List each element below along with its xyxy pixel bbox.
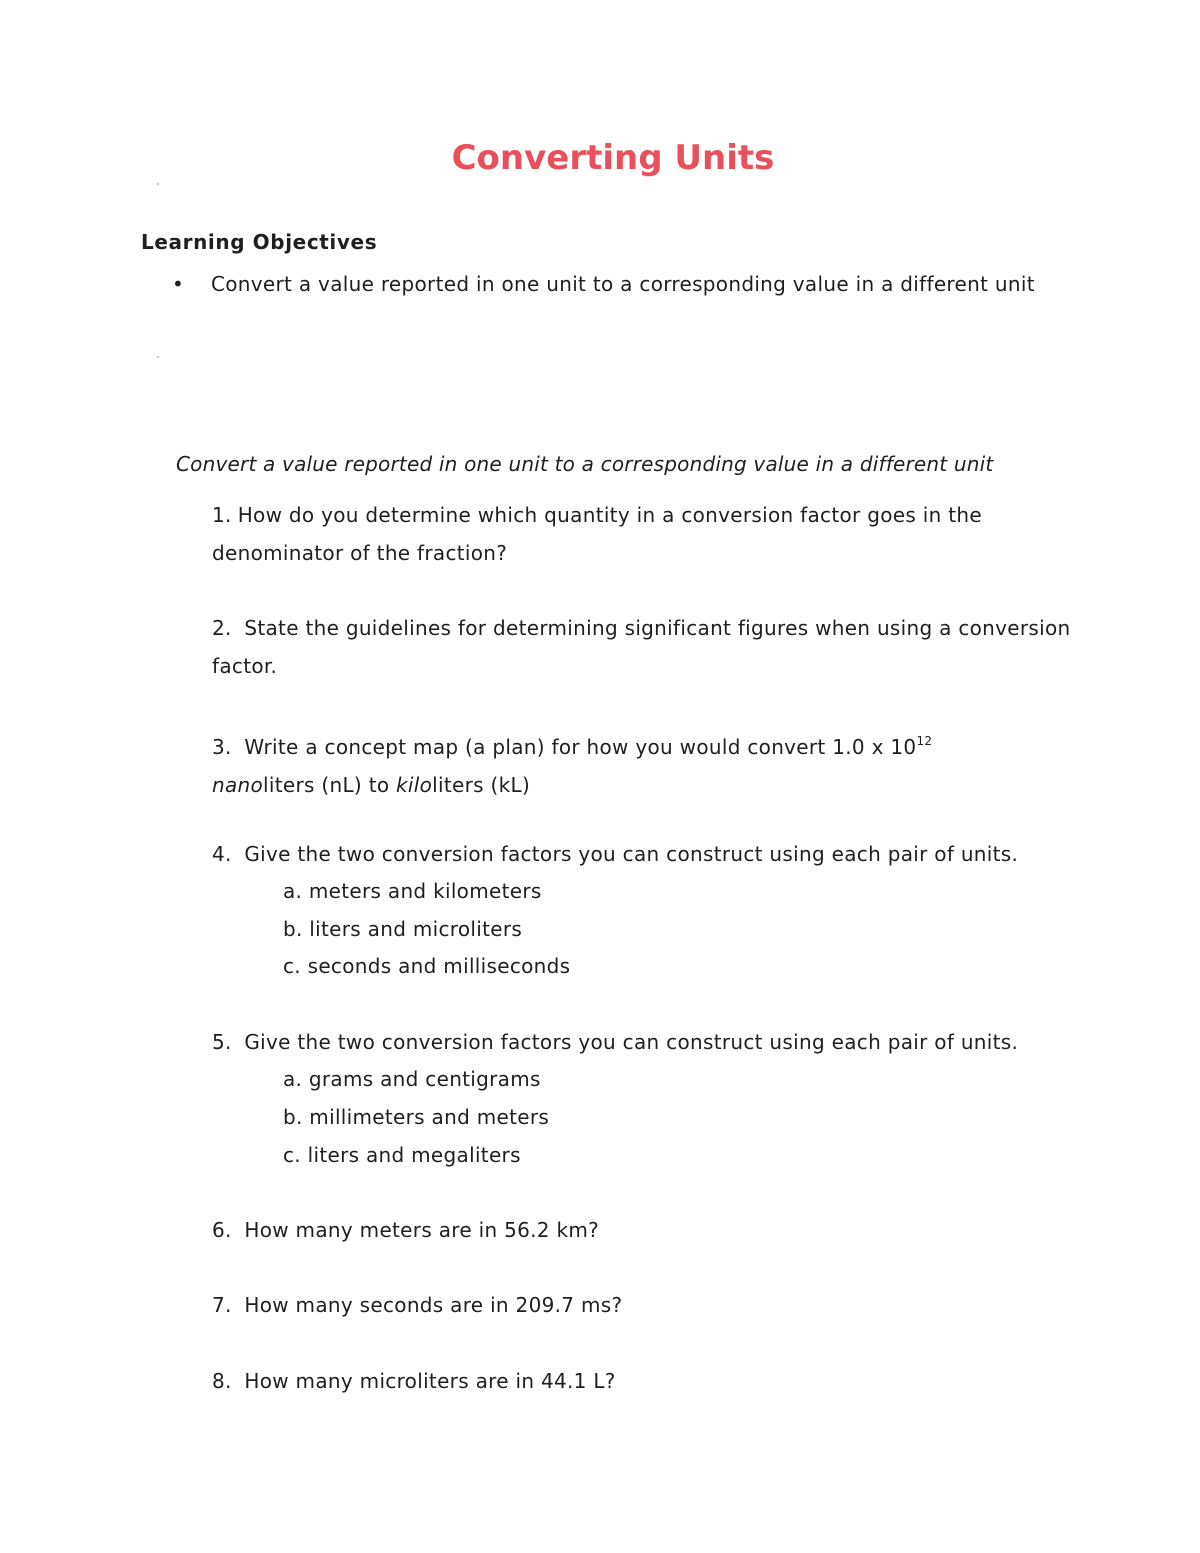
question-text: Give the two conversion factors you can construct using each pair of units. [244, 1030, 1019, 1054]
question-4-part-a: a. meters and kilometers [283, 879, 542, 903]
question-text: How many microliters are in 44.1 L? [244, 1369, 616, 1393]
question-text: How many seconds are in 209.7 ms? [244, 1293, 623, 1317]
question-number: 6. [212, 1218, 232, 1242]
question-5-part-a: a. grams and centigrams [283, 1067, 541, 1091]
objective-text: Convert a value reported in one unit to a corresponding value in a different unit [211, 272, 1035, 296]
question-7 [212, 1287, 1072, 1325]
question-text-part: liters (kL) [432, 772, 531, 797]
question-number: 4. [212, 842, 232, 866]
question-text: How many meters are in 56.2 km? [244, 1218, 600, 1242]
question-4 [212, 836, 1072, 874]
question-6 [212, 1212, 1072, 1250]
question-text: How do you determine which quantity in a conversion factor goes in the denominator of the fraction? [212, 503, 982, 565]
question-2 [212, 610, 1072, 685]
question-4-part-c: c. seconds and milliseconds [283, 954, 571, 978]
question-number: 3. [212, 735, 232, 759]
question-5 [212, 1024, 1072, 1062]
section-subtitle: Convert a value reported in one unit to a corresponding value in a different unit [176, 452, 994, 476]
question-5-part-c: c. liters and megaliters [283, 1143, 521, 1167]
question-number: 7. [212, 1293, 232, 1317]
bullet-icon: • [172, 272, 185, 296]
paragraph-mark [157, 183, 159, 185]
paragraph-mark [157, 356, 159, 358]
question-number: 5. [212, 1030, 232, 1054]
question-text: Give the two conversion factors you can construct using each pair of units. [244, 842, 1019, 866]
question-number: 8. [212, 1369, 232, 1393]
question-5-part-b: b. millimeters and meters [283, 1105, 550, 1129]
question-4-part-b: b. liters and microliters [283, 917, 523, 941]
question-number: 2. [212, 616, 232, 640]
learning-objectives-heading: Learning Objectives [141, 230, 378, 254]
prefix-nano: nano [212, 772, 264, 797]
question-8 [212, 1363, 1072, 1401]
objective-list-item [172, 266, 1052, 303]
question-text-part: liters (nL) to [263, 772, 397, 797]
question-text-part: Write a concept map (a plan) for how you would convert 1.0 x 10 [244, 735, 917, 759]
question-text: State the guidelines for determining significant figures when using a conversion factor. [212, 616, 1071, 678]
exponent: 12 [916, 734, 933, 748]
question-3 [212, 723, 1072, 804]
question-number: 1. [212, 503, 232, 527]
question-1 [212, 497, 1072, 572]
page-title: Converting Units [451, 138, 775, 178]
prefix-kilo: kilo [396, 772, 433, 797]
